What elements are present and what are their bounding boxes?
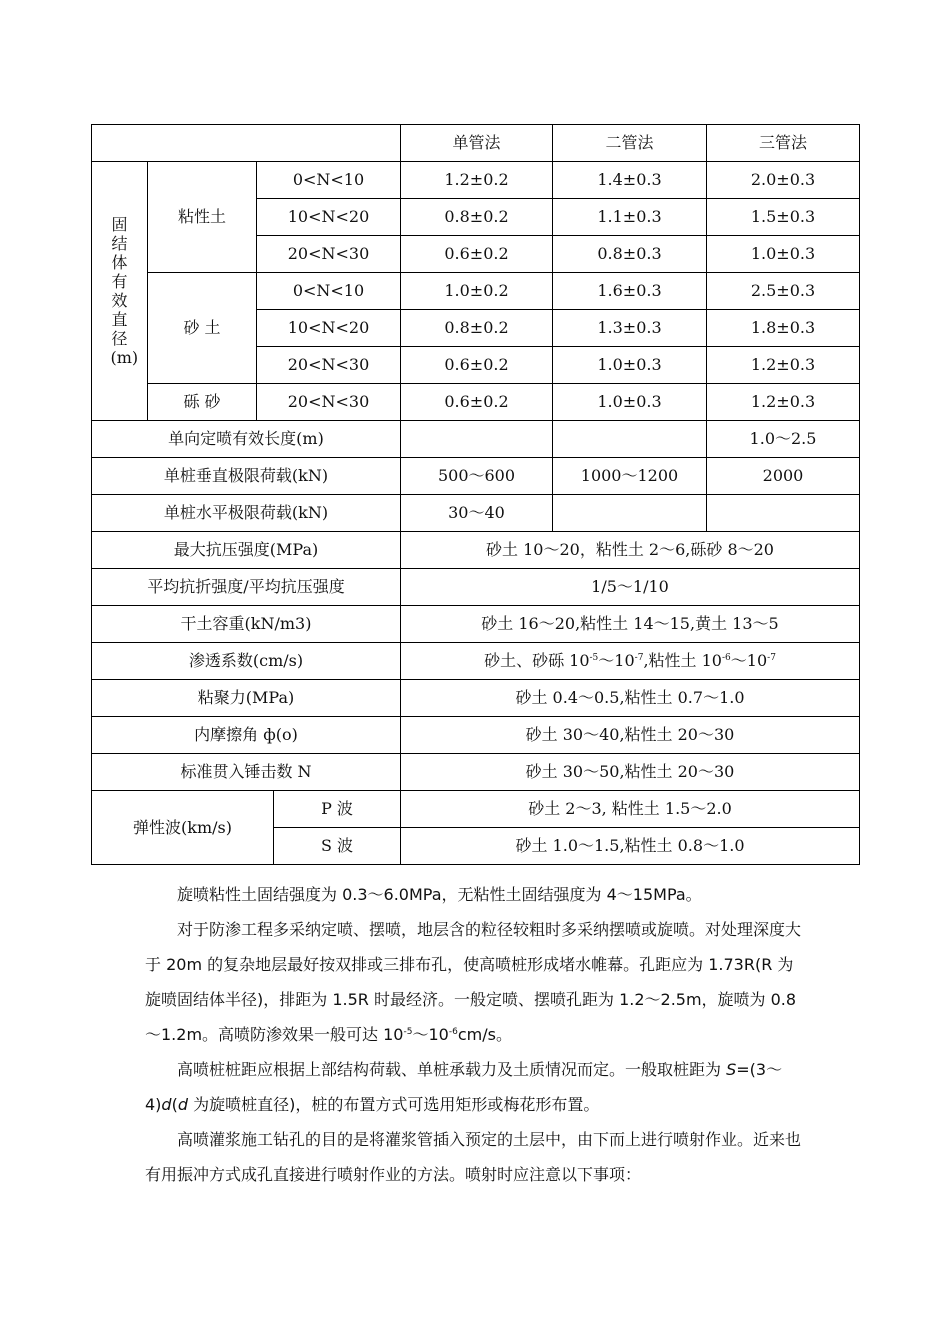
side-label-cell [92,162,148,421]
elastic-wave-label: 弹性波(km/s) [92,791,274,865]
seepage-exp: -6 [448,1027,458,1037]
value-cell: 30～40 [401,495,553,532]
value-cell: 2.0±0.3 [707,162,860,199]
spacing-text: 高喷桩桩距应根据上部结构荷载、单桩承载力及土质情况而定。一般取桩距为 [177,1060,727,1079]
seepage-text: ～10 [412,1025,449,1044]
value-cell: 1.0±0.3 [707,236,860,273]
soil-type: 砂 土 [148,273,257,384]
merged-value-cell: 砂土 30～40,粘性土 20～30 [401,717,860,754]
value-cell: 0.6±0.2 [401,236,553,273]
table-row [92,458,860,495]
paragraph-strength: 旋喷粘性土固结强度为 0.3～6.0MPa，无粘性土固结强度为 4～15MPa。 [177,885,702,904]
spacing-text: =(3～4) [145,1060,783,1114]
value-cell: 1.8±0.3 [707,310,860,347]
table-row [92,680,860,717]
table-row [92,273,860,310]
header-single-tube: 单管法 [401,125,553,162]
perm-text: ～10 [598,651,635,670]
merged-value-cell: 砂土 16～20,粘性土 14～15,黄土 13～5 [401,606,860,643]
merged-value-cell: 砂土 0.4～0.5,粘性土 0.7～1.0 [401,680,860,717]
value-cell: 0.8±0.2 [401,199,553,236]
perm-exp: -7 [634,653,644,663]
header-double-tube: 二管法 [553,125,707,162]
paragraph-drilling: 高喷灌浆施工钻孔的目的是将灌浆管插入预定的土层中，由下而上进行喷射作业。近来也有用振冲方式成孔直接进行喷射作业的方法。喷射时应注意以下事项： [145,1130,802,1184]
table-row [92,421,860,458]
side-label: 固结体有效直径(m) [110,214,139,367]
property-label: 最大抗压强度(MPa) [92,532,401,569]
spacing-text: 为旋喷桩直径)，桩的布置方式可选用矩形或梅花形布置。 [187,1095,600,1114]
value-cell: 1.5±0.3 [707,199,860,236]
table-row [92,606,860,643]
value-cell: 1.2±0.2 [401,162,553,199]
paragraph-seepage [145,912,805,1052]
value-cell: 0.8±0.3 [553,236,707,273]
table-row [92,569,860,606]
table-row [92,384,860,421]
table-row [92,791,860,828]
paragraph-spacing [145,1052,805,1122]
value-cell: 2.5±0.3 [707,273,860,310]
perm-exp: -5 [589,653,599,663]
seepage-text: 对于防渗工程多采纳定喷、摆喷，地层含的粒径较粗时多采纳摆喷或旋喷。对处理深度大于 20m 的复杂地层最好按双排或三排布孔，使高喷桩形成堵水帷幕。孔距应为 1.73R(R 为旋喷固结体半径)，排距为 1.5R 时最经济。一般定喷、摆喷孔距为 1.2～2.5m，旋喷为 0.8～1.2m。高喷防渗效果一般可达 10 [145,920,802,1044]
merged-value-cell: 1/5～1/10 [401,569,860,606]
value-cell: 2000 [707,458,860,495]
n-range: 20<N<30 [257,347,401,384]
value-cell: 1000～1200 [553,458,707,495]
perm-exp: -7 [767,653,776,663]
value-cell [401,421,553,458]
property-label: 单桩垂直极限荷载(kN) [92,458,401,495]
n-range: 20<N<30 [257,236,401,273]
symbol-d: d [177,1095,188,1114]
value-cell: 0.6±0.2 [401,347,553,384]
value-cell [553,421,707,458]
value-cell: 1.0±0.3 [553,347,707,384]
value-cell [553,495,707,532]
n-range: 0<N<10 [257,162,401,199]
n-range: 20<N<30 [257,384,401,421]
permeability-value-cell [401,643,860,680]
value-cell: 1.0±0.2 [401,273,553,310]
body-text [145,877,805,1192]
value-cell: 0.6±0.2 [401,384,553,421]
value-cell: 1.3±0.3 [553,310,707,347]
property-label: 内摩擦角 ф(o) [92,717,401,754]
symbol-d: d [161,1095,172,1114]
value-cell: 1.2±0.3 [707,384,860,421]
value-cell: 1.1±0.3 [553,199,707,236]
value-cell: 500～600 [401,458,553,495]
merged-value-cell: 砂土 10～20，粘性土 2～6,砾砂 8～20 [401,532,860,569]
table-row [92,717,860,754]
soil-type: 粘性土 [148,162,257,273]
merged-value-cell: 砂土 1.0～1.5,粘性土 0.8～1.0 [401,828,860,865]
perm-text: ,粘性土 10 [643,651,722,670]
header-triple-tube: 三管法 [707,125,860,162]
table-row [92,532,860,569]
merged-value-cell: 砂土 30～50,粘性土 20～30 [401,754,860,791]
table-header-row [92,125,860,162]
value-cell: 1.6±0.3 [553,273,707,310]
perm-exp: -6 [722,653,731,663]
value-cell: 1.0～2.5 [707,421,860,458]
n-range: 10<N<20 [257,310,401,347]
perm-text: 砂土、砂砾 10 [484,651,590,670]
property-label: 单桩水平极限荷载(kN) [92,495,401,532]
property-label: 单向定喷有效长度(m) [92,421,401,458]
table-row [92,754,860,791]
soil-type: 砾 砂 [148,384,257,421]
n-range: 0<N<10 [257,273,401,310]
jet-grouting-parameter-table [91,124,860,865]
seepage-text: cm/s。 [457,1025,512,1044]
symbol-s: S [726,1060,737,1079]
spacing-text: ( [171,1095,178,1114]
property-label: 标准贯入锤击数 N [92,754,401,791]
table-row [92,495,860,532]
n-range: 10<N<20 [257,199,401,236]
table-row [92,162,860,199]
wave-type: P 波 [274,791,401,828]
header-blank-cell [92,125,401,162]
value-cell: 0.8±0.2 [401,310,553,347]
value-cell: 1.2±0.3 [707,347,860,384]
table-row [92,643,860,680]
property-label: 渗透系数(cm/s) [92,643,401,680]
property-label: 干土容重(kN/m3) [92,606,401,643]
value-cell: 1.0±0.3 [553,384,707,421]
merged-value-cell: 砂土 2～3, 粘性土 1.5～2.0 [401,791,860,828]
wave-type: S 波 [274,828,401,865]
value-cell [707,495,860,532]
seepage-exp: -5 [403,1027,413,1037]
property-label: 粘聚力(MPa) [92,680,401,717]
value-cell: 1.4±0.3 [553,162,707,199]
property-label: 平均抗折强度/平均抗压强度 [92,569,401,606]
perm-text: ～10 [730,651,768,670]
